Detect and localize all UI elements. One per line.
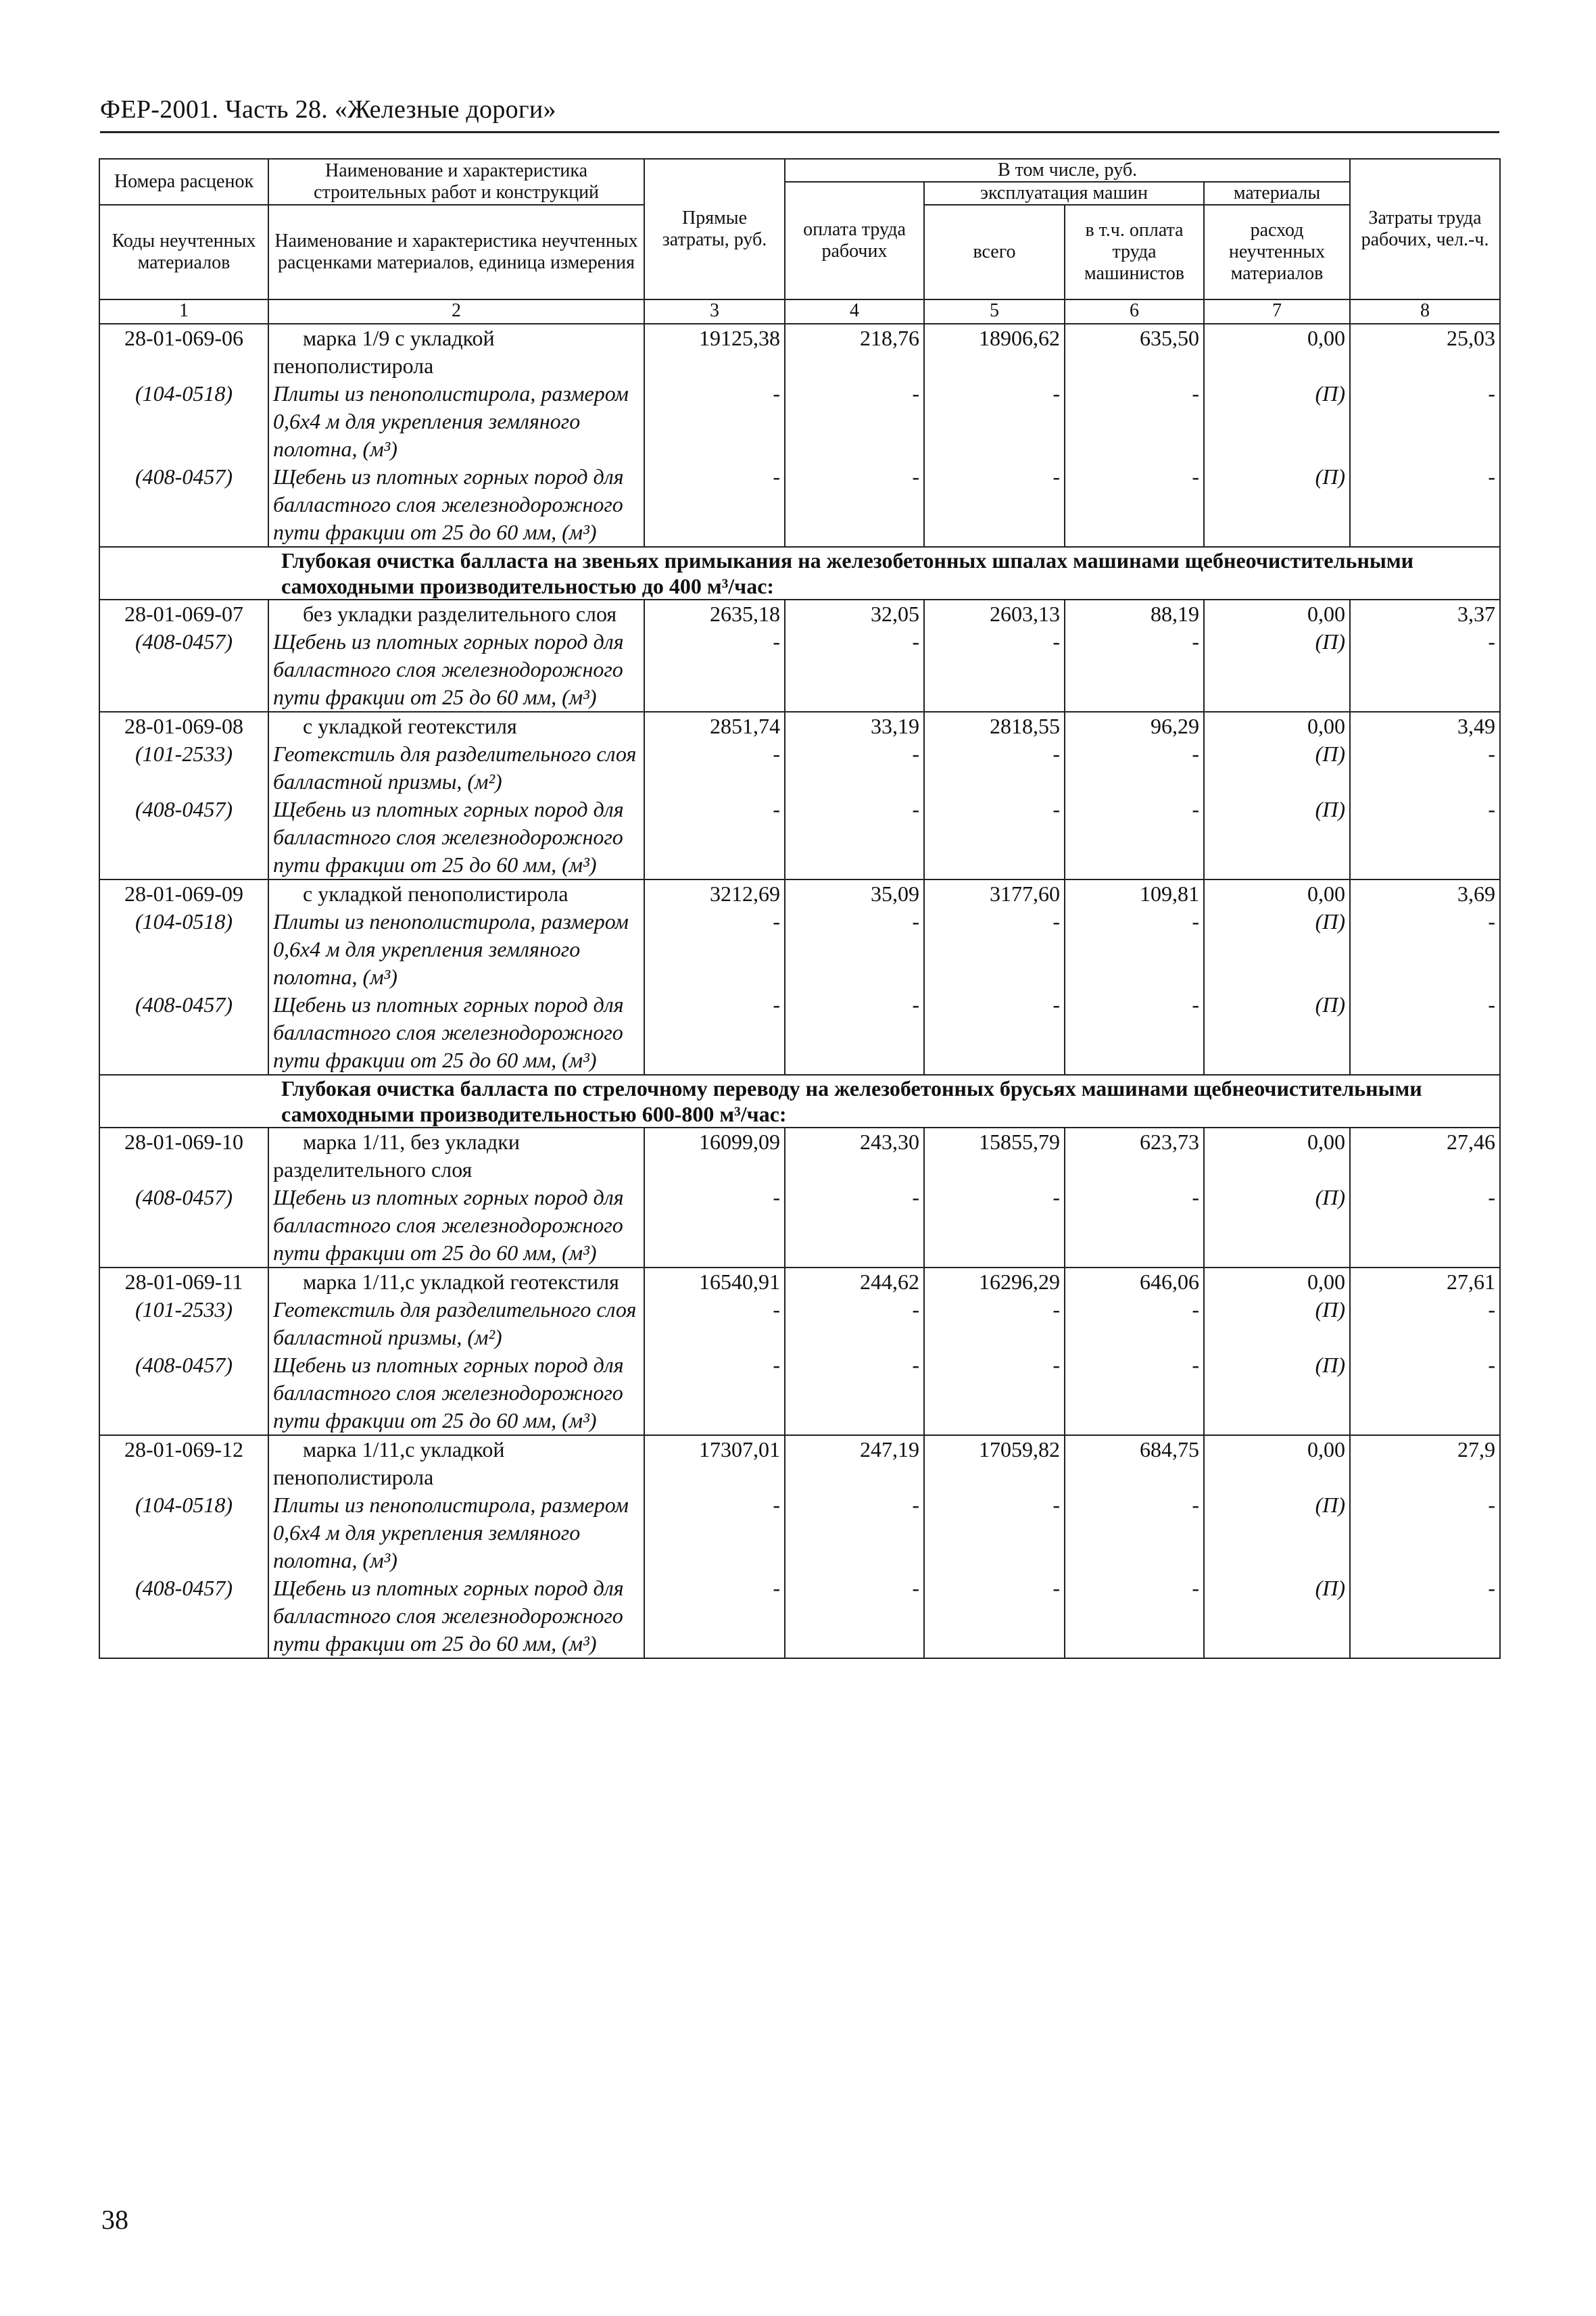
dash-cell: - bbox=[644, 1491, 785, 1574]
material-row bbox=[99, 1184, 1500, 1268]
dash-cell: - bbox=[644, 796, 785, 879]
rate-machinist: 96,29 bbox=[1065, 712, 1204, 740]
material-code: (408-0457) bbox=[99, 463, 268, 547]
material-mark: (П) bbox=[1204, 1184, 1350, 1268]
rate-code: 28-01-069-06 bbox=[99, 324, 268, 380]
dash-cell: - bbox=[785, 1296, 924, 1351]
material-row bbox=[99, 796, 1500, 879]
col-header-machinist-pay: в т.ч. оплата труда машинистов bbox=[1065, 205, 1204, 299]
dash-cell: - bbox=[785, 380, 924, 463]
rate-labor: 25,03 bbox=[1350, 324, 1500, 380]
dash-cell: - bbox=[785, 1351, 924, 1435]
rate-labor-pay: 243,30 bbox=[785, 1128, 924, 1184]
material-mark: (П) bbox=[1204, 991, 1350, 1075]
col-number: 2 bbox=[268, 299, 644, 324]
table-row bbox=[99, 879, 1500, 908]
rate-materials: 0,00 bbox=[1204, 600, 1350, 628]
rate-code: 28-01-069-10 bbox=[99, 1128, 268, 1184]
col-number: 8 bbox=[1350, 299, 1500, 324]
material-row bbox=[99, 463, 1500, 547]
dash-cell: - bbox=[924, 1574, 1065, 1658]
dash-cell: - bbox=[924, 628, 1065, 712]
rate-labor-pay: 218,76 bbox=[785, 324, 924, 380]
col-header-machines-total: всего bbox=[924, 205, 1065, 299]
dash-cell: - bbox=[924, 1184, 1065, 1268]
rate-labor: 3,69 bbox=[1350, 879, 1500, 908]
material-row bbox=[99, 1574, 1500, 1658]
dash-cell: - bbox=[924, 463, 1065, 547]
dash-cell: - bbox=[644, 1574, 785, 1658]
material-mark: (П) bbox=[1204, 628, 1350, 712]
material-mark: (П) bbox=[1204, 796, 1350, 879]
dash-cell: - bbox=[785, 908, 924, 991]
table-row bbox=[99, 1268, 1500, 1296]
dash-cell: - bbox=[785, 740, 924, 796]
dash-cell: - bbox=[924, 1296, 1065, 1351]
dash-cell: - bbox=[1350, 628, 1500, 712]
rate-name: марка 1/11, без укладки разделительного слоя bbox=[268, 1128, 644, 1184]
dash-cell: - bbox=[924, 1351, 1065, 1435]
col-header-work-name: Наименование и характеристика строительных работ и конструкций bbox=[268, 159, 644, 205]
dash-cell: - bbox=[1350, 1296, 1500, 1351]
col-number: 6 bbox=[1065, 299, 1204, 324]
material-name: Геотекстиль для разделительного слоя балластной призмы, (м²) bbox=[268, 740, 644, 796]
dash-cell: - bbox=[1350, 908, 1500, 991]
material-code: (408-0457) bbox=[99, 1574, 268, 1658]
material-mark: (П) bbox=[1204, 463, 1350, 547]
material-name: Щебень из плотных горных пород для балластного слоя железнодорожного пути фракции от 25 до 60 мм, (м³) bbox=[268, 1351, 644, 1435]
dash-cell: - bbox=[644, 1296, 785, 1351]
rate-machinist: 635,50 bbox=[1065, 324, 1204, 380]
col-header-material-names: Наименование и характеристика неучтенных расценками материалов, единица измерения bbox=[268, 205, 644, 299]
rate-materials: 0,00 bbox=[1204, 1435, 1350, 1491]
table-row bbox=[99, 712, 1500, 740]
col-number: 7 bbox=[1204, 299, 1350, 324]
dash-cell: - bbox=[1350, 1491, 1500, 1574]
material-name: Плиты из пенополистирола, размером 0,6х4 м для укрепления земляного полотна, (м³) bbox=[268, 1491, 644, 1574]
material-mark: (П) bbox=[1204, 908, 1350, 991]
material-name: Плиты из пенополистирола, размером 0,6х4 м для укрепления земляного полотна, (м³) bbox=[268, 380, 644, 463]
rate-labor-pay: 247,19 bbox=[785, 1435, 924, 1491]
dash-cell: - bbox=[785, 796, 924, 879]
material-row bbox=[99, 908, 1500, 991]
header-rule bbox=[100, 131, 1499, 133]
rate-machinist: 623,73 bbox=[1065, 1128, 1204, 1184]
rate-machines: 2603,13 bbox=[924, 600, 1065, 628]
material-mark: (П) bbox=[1204, 1296, 1350, 1351]
material-name: Щебень из плотных горных пород для балластного слоя железнодорожного пути фракции от 25 до 60 мм, (м³) bbox=[268, 796, 644, 879]
rate-materials: 0,00 bbox=[1204, 879, 1350, 908]
rate-labor: 27,61 bbox=[1350, 1268, 1500, 1296]
dash-cell: - bbox=[785, 991, 924, 1075]
section-heading: Глубокая очистка балласта по стрелочному переводу на железобетонных брусьях машинами щебнеочистительными самоходными производительностью 600-800 м³/час: bbox=[99, 1075, 1500, 1128]
rate-machines: 18906,62 bbox=[924, 324, 1065, 380]
col-number: 4 bbox=[785, 299, 924, 324]
dash-cell: - bbox=[1350, 463, 1500, 547]
dash-cell: - bbox=[644, 991, 785, 1075]
dash-cell: - bbox=[924, 740, 1065, 796]
dash-cell: - bbox=[644, 463, 785, 547]
rate-direct: 2851,74 bbox=[644, 712, 785, 740]
material-code: (101-2533) bbox=[99, 1296, 268, 1351]
material-code: (104-0518) bbox=[99, 1491, 268, 1574]
dash-cell: - bbox=[924, 380, 1065, 463]
col-header-rate-numbers: Номера расценок bbox=[99, 159, 268, 205]
dash-cell: - bbox=[1350, 1184, 1500, 1268]
dash-cell: - bbox=[1350, 740, 1500, 796]
rate-direct: 16099,09 bbox=[644, 1128, 785, 1184]
dash-cell: - bbox=[1350, 796, 1500, 879]
col-header-material-codes: Коды неучтенных материалов bbox=[99, 205, 268, 299]
rate-machines: 2818,55 bbox=[924, 712, 1065, 740]
rate-labor: 3,37 bbox=[1350, 600, 1500, 628]
rate-name: марка 1/11,с укладкой геотекстиля bbox=[268, 1268, 644, 1296]
dash-cell: - bbox=[1065, 908, 1204, 991]
rate-materials: 0,00 bbox=[1204, 324, 1350, 380]
rate-machinist: 88,19 bbox=[1065, 600, 1204, 628]
material-code: (104-0518) bbox=[99, 380, 268, 463]
rate-code: 28-01-069-11 bbox=[99, 1268, 268, 1296]
dash-cell: - bbox=[1350, 380, 1500, 463]
dash-cell: - bbox=[1065, 463, 1204, 547]
material-code: (104-0518) bbox=[99, 908, 268, 991]
dash-cell: - bbox=[924, 1491, 1065, 1574]
dash-cell: - bbox=[924, 796, 1065, 879]
material-code: (408-0457) bbox=[99, 1351, 268, 1435]
rate-labor-pay: 33,19 bbox=[785, 712, 924, 740]
material-code: (408-0457) bbox=[99, 796, 268, 879]
material-name: Щебень из плотных горных пород для балластного слоя железнодорожного пути фракции от 25 до 60 мм, (м³) bbox=[268, 991, 644, 1075]
material-row bbox=[99, 1296, 1500, 1351]
dash-cell: - bbox=[1065, 991, 1204, 1075]
material-row bbox=[99, 1351, 1500, 1435]
dash-cell: - bbox=[644, 380, 785, 463]
dash-cell: - bbox=[1065, 1351, 1204, 1435]
rate-materials: 0,00 bbox=[1204, 1268, 1350, 1296]
rate-machinist: 684,75 bbox=[1065, 1435, 1204, 1491]
material-name: Геотекстиль для разделительного слоя балластной призмы, (м²) bbox=[268, 1296, 644, 1351]
dash-cell: - bbox=[1065, 1491, 1204, 1574]
dash-cell: - bbox=[924, 991, 1065, 1075]
table-row bbox=[99, 600, 1500, 628]
section-heading: Глубокая очистка балласта на звеньях примыкания на железобетонных шпалах машинами щебнеочистительными самоходными производительностью до 400 м³/час: bbox=[99, 547, 1500, 600]
rate-direct: 17307,01 bbox=[644, 1435, 785, 1491]
dash-cell: - bbox=[644, 908, 785, 991]
section-heading-row bbox=[99, 1075, 1500, 1128]
rate-machines: 15855,79 bbox=[924, 1128, 1065, 1184]
rate-direct: 3212,69 bbox=[644, 879, 785, 908]
dash-cell: - bbox=[1065, 380, 1204, 463]
col-number: 1 bbox=[99, 299, 268, 324]
page-number: 38 bbox=[101, 2204, 128, 2235]
dash-cell: - bbox=[1065, 1184, 1204, 1268]
dash-cell: - bbox=[1350, 1351, 1500, 1435]
material-mark: (П) bbox=[1204, 1351, 1350, 1435]
material-code: (408-0457) bbox=[99, 628, 268, 712]
col-number: 5 bbox=[924, 299, 1065, 324]
dash-cell: - bbox=[785, 463, 924, 547]
table-row bbox=[99, 1435, 1500, 1491]
rate-machines: 16296,29 bbox=[924, 1268, 1065, 1296]
material-name: Щебень из плотных горных пород для балластного слоя железнодорожного пути фракции от 25 до 60 мм, (м³) bbox=[268, 1574, 644, 1658]
rate-machines: 17059,82 bbox=[924, 1435, 1065, 1491]
dash-cell: - bbox=[785, 1574, 924, 1658]
rate-code: 28-01-069-07 bbox=[99, 600, 268, 628]
rate-name: марка 1/11,с укладкой пенополистирола bbox=[268, 1435, 644, 1491]
material-row bbox=[99, 380, 1500, 463]
col-header-direct-costs: Прямые затраты, руб. bbox=[644, 159, 785, 299]
material-code: (408-0457) bbox=[99, 1184, 268, 1268]
dash-cell: - bbox=[785, 628, 924, 712]
material-name: Щебень из плотных горных пород для балластного слоя железнодорожного пути фракции от 25 до 60 мм, (м³) bbox=[268, 463, 644, 547]
dash-cell: - bbox=[785, 1184, 924, 1268]
dash-cell: - bbox=[644, 740, 785, 796]
rate-materials: 0,00 bbox=[1204, 1128, 1350, 1184]
dash-cell: - bbox=[1065, 796, 1204, 879]
rate-machinist: 109,81 bbox=[1065, 879, 1204, 908]
page-header-title: ФЕР-2001. Часть 28. «Железные дороги» bbox=[100, 95, 556, 124]
col-header-labor-pay: оплата труда рабочих bbox=[785, 182, 924, 299]
rate-code: 28-01-069-09 bbox=[99, 879, 268, 908]
rate-direct: 16540,91 bbox=[644, 1268, 785, 1296]
col-header-materials: материалы bbox=[1204, 182, 1350, 205]
dash-cell: - bbox=[644, 628, 785, 712]
rate-name: с укладкой геотекстиля bbox=[268, 712, 644, 740]
dash-cell: - bbox=[924, 908, 1065, 991]
material-code: (408-0457) bbox=[99, 991, 268, 1075]
rate-labor: 27,46 bbox=[1350, 1128, 1500, 1184]
rate-labor-pay: 32,05 bbox=[785, 600, 924, 628]
rate-labor: 27,9 bbox=[1350, 1435, 1500, 1491]
material-mark: (П) bbox=[1204, 740, 1350, 796]
material-mark: (П) bbox=[1204, 1491, 1350, 1574]
rate-machines: 3177,60 bbox=[924, 879, 1065, 908]
rates-table bbox=[99, 158, 1501, 1659]
col-number: 3 bbox=[644, 299, 785, 324]
material-name: Плиты из пенополистирола, размером 0,6х4 м для укрепления земляного полотна, (м³) bbox=[268, 908, 644, 991]
rate-name: с укладкой пенополистирола bbox=[268, 879, 644, 908]
material-mark: (П) bbox=[1204, 380, 1350, 463]
material-row bbox=[99, 740, 1500, 796]
dash-cell: - bbox=[1350, 1574, 1500, 1658]
rate-name: марка 1/9 с укладкой пенополистирола bbox=[268, 324, 644, 380]
dash-cell: - bbox=[644, 1184, 785, 1268]
material-mark: (П) bbox=[1204, 1574, 1350, 1658]
dash-cell: - bbox=[785, 1491, 924, 1574]
col-header-including: В том числе, руб. bbox=[785, 159, 1350, 182]
material-code: (101-2533) bbox=[99, 740, 268, 796]
material-name: Щебень из плотных горных пород для балластного слоя железнодорожного пути фракции от 25 до 60 мм, (м³) bbox=[268, 628, 644, 712]
rate-direct: 2635,18 bbox=[644, 600, 785, 628]
dash-cell: - bbox=[1350, 991, 1500, 1075]
col-header-materials-consumption: расход неучтенных материалов bbox=[1204, 205, 1350, 299]
col-header-labor: Затраты труда рабочих, чел.-ч. bbox=[1350, 159, 1500, 299]
dash-cell: - bbox=[1065, 628, 1204, 712]
table-row bbox=[99, 1128, 1500, 1184]
rate-materials: 0,00 bbox=[1204, 712, 1350, 740]
dash-cell: - bbox=[1065, 1296, 1204, 1351]
material-row bbox=[99, 628, 1500, 712]
rate-labor-pay: 244,62 bbox=[785, 1268, 924, 1296]
col-header-machines: эксплуатация машин bbox=[924, 182, 1204, 205]
section-heading-row bbox=[99, 547, 1500, 600]
dash-cell: - bbox=[644, 1351, 785, 1435]
rate-labor-pay: 35,09 bbox=[785, 879, 924, 908]
rate-direct: 19125,38 bbox=[644, 324, 785, 380]
dash-cell: - bbox=[1065, 740, 1204, 796]
table-row bbox=[99, 324, 1500, 380]
material-name: Щебень из плотных горных пород для балластного слоя железнодорожного пути фракции от 25 до 60 мм, (м³) bbox=[268, 1184, 644, 1268]
rate-machinist: 646,06 bbox=[1065, 1268, 1204, 1296]
material-row bbox=[99, 991, 1500, 1075]
rate-name: без укладки разделительного слоя bbox=[268, 600, 644, 628]
dash-cell: - bbox=[1065, 1574, 1204, 1658]
rate-code: 28-01-069-12 bbox=[99, 1435, 268, 1491]
rate-code: 28-01-069-08 bbox=[99, 712, 268, 740]
rate-labor: 3,49 bbox=[1350, 712, 1500, 740]
material-row bbox=[99, 1491, 1500, 1574]
